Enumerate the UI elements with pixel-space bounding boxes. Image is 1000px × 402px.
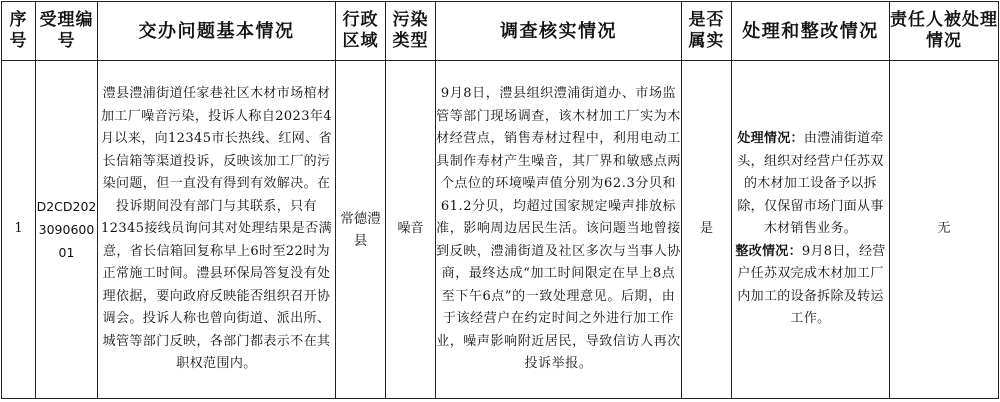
header-investigation: 调查核实情况 <box>436 2 682 61</box>
cell-case-no: D2CD2023090600 01 <box>36 61 98 399</box>
header-district: 行政区域 <box>336 2 386 61</box>
table-row <box>2 61 999 399</box>
cell-investigation: 9月8日，澧县组织澧浦街道办、市场监管等部门现场调查，该木材加工厂实为木材经营点，销售寿材过程中，利用电动工具制作寿材产生噪音，其厂界和敏感点两个点位的环境噪声值分别为62.3分贝和61.2分贝，均超过国家规定噪声排放标准，影响周边居民生活。该问题当地曾接到反映，澧浦街道及社区多次与当事人协商，最终达成“加工时间限定在早上8点至下午6点”的一致处理意见。后期，由于该经营户在约定时间之外进行加工作业，噪声影响附近居民，导致信访人再次投诉举报。 <box>436 61 682 399</box>
report-page <box>0 1 1000 402</box>
rectify-text: 9月8日，经营户任苏双完成木材加工厂内加工的设备拆除及转运工作。 <box>737 243 886 327</box>
header-accountability: 责任人被处理情况 <box>890 2 999 61</box>
cell-pollution-type: 噪音 <box>386 61 436 399</box>
header-verified: 是否属实 <box>682 2 732 61</box>
header-pollution-type: 污染类型 <box>386 2 436 61</box>
cell-district: 常德澧县 <box>336 61 386 399</box>
rectify-label: 整改情况： <box>735 243 802 259</box>
process-text: 由澧浦街道牵头，组织对经营户任苏双的木材加工设备予以拆除，仅保留市场门面从事木材销售业务。 <box>737 131 884 237</box>
header-issue: 交办问题基本情况 <box>98 2 336 61</box>
cell-seq: 1 <box>2 61 36 399</box>
cell-verified: 是 <box>682 61 732 399</box>
table-header-row <box>2 2 999 61</box>
header-seq: 序号 <box>2 2 36 61</box>
cell-handling <box>732 61 890 399</box>
process-label: 处理情况： <box>737 131 804 147</box>
cell-issue: 澧县澧浦街道任家巷社区木材市场棺材加工厂噪音污染，投诉人称自2023年4月以来，向12345市长热线、红网、省长信箱等渠道投诉，反映该加工厂的污染问题，但一直没有得到有效解决。在投诉期间没有部门与其联系，只有12345接线员询问其对处理结果是否满意，省长信箱回复称早上6时至22时为正常施工时间。澧县环保局答复没有处理依据，要向政府反映能否组织召开协调会。投诉人称也曾向街道、派出所、城管等部门反映，各部门都表示不在其职权范围内。 <box>98 61 336 399</box>
header-case-no: 受理编号 <box>36 2 98 61</box>
header-handling: 处理和整改情况 <box>732 2 890 61</box>
complaint-handling-table <box>1 1 999 399</box>
cell-accountability: 无 <box>890 61 999 399</box>
